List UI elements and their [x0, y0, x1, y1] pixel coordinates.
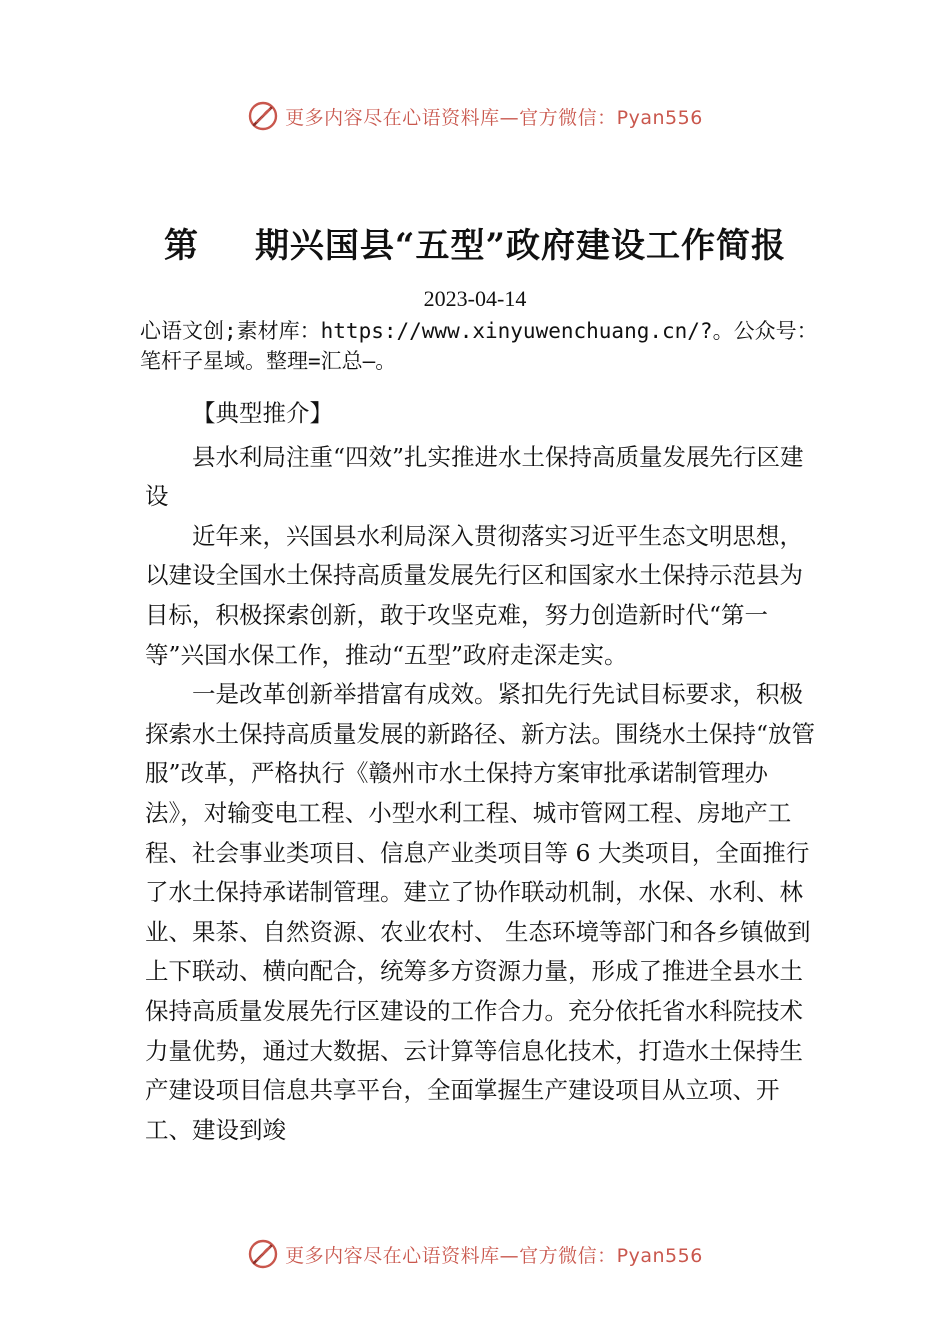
document-body [145, 394, 825, 1150]
source-line: 心语文创;素材库：https://www.xinyuwenchuang.cn/?。公众号：笔杆子星域。整理=汇总—。 [140, 319, 818, 373]
title-prefix: 第 [163, 226, 199, 266]
body-paragraph: 近年来，兴国县水利局深入贯彻落实习近平生态文明思想，以建设全国水土保持高质量发展先行区和国家水土保持示范县为目标，积极探索创新，敢于攻坚克难，努力创造新时代“第一等”兴国水保工作，推动“五型”政府走深走实。 [145, 521, 803, 669]
document-date: 2023-04-14 [423, 286, 527, 311]
document-title [0, 218, 950, 267]
quill-logo-icon [247, 100, 279, 132]
body-paragraph: 一是改革创新举措富有成效。紧扣先行先试目标要求，积极探索水土保持高质量发展的新路径、新方法。围绕水土保持“放管服”改革，严格执行《赣州市水土保持方案审批承诺制管理办法》，对输变电工程、小型水利工程、城市管网工程、房地产工程、社会事业类项目、信息产业类项目等 6 大类项目，全面推行了水土保持承诺制管理。建立了协作联动机制，水保、水利、林业、果茶、自然资源、农业农村、 生态环境等部门和各乡镇做到上下联动、横向配合，统筹多方资源力量，形成了推进全县水土保持高质量发展先行区建设的工作合力。充分依托省水科院技术力量优势，通过大数据、云计算等信息化技术，打造水土保持生产建设项目信息共享平台，全面掌握生产建设项目从立项、开工、建设到竣 [145, 680, 816, 1144]
section-tag: 【典型推介】 [192, 399, 333, 427]
quill-logo-icon [247, 1238, 279, 1270]
title-main: 期兴国县“五型”政府建设工作简报 [254, 226, 787, 266]
watermark-text: 更多内容尽在心语资料库—官方微信：Pyan556 [285, 1244, 703, 1267]
header-watermark-banner [0, 96, 950, 136]
article-headline: 县水利局注重“四效”扎实推进水土保持高质量发展先行区建设 [145, 442, 804, 511]
footer-watermark-banner [0, 1234, 950, 1274]
watermark-text: 更多内容尽在心语资料库—官方微信：Pyan556 [285, 106, 703, 129]
